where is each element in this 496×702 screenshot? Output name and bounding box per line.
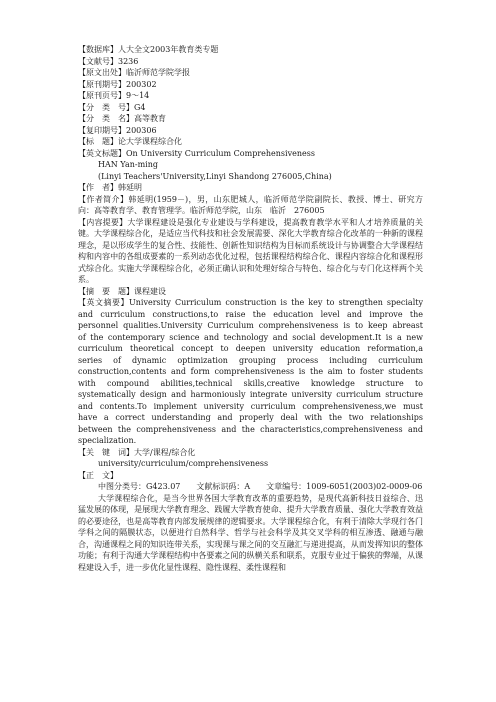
english-affiliation: (Linyi Teachers'University,Linyi Shandong 276005,China)	[98, 171, 332, 181]
english-keywords: university/curriculum/comprehensiveness	[98, 459, 269, 468]
classification-line: 中图分类号：G423.07 文献标识码：A 文章编号：1009-6051(2003)02-0009-06	[98, 482, 423, 491]
body-label: 【正 文】	[78, 470, 118, 480]
metadata-line: 【分 类 号】G4	[78, 102, 146, 112]
metadata-line: 【分 类 名】高等教育	[78, 114, 166, 123]
metadata-line: 【文献号】3236	[78, 56, 139, 66]
metadata-line: 【原刊页号】9～14	[78, 91, 150, 100]
metadata-block	[78, 44, 423, 159]
author-introduction: 【作者简介】韩延明(1959－)，男，山东肥城人，临沂师范学院副院长、教授、博士、研究方向：高等教育学、教育管理学。临沂师范学院，山东 临沂 276005	[78, 194, 423, 215]
author-field: 【作 者】韩延明	[78, 183, 142, 192]
english-author: HAN Yan-ming	[98, 160, 158, 169]
english-abstract: 【英文摘要】University Curriculum construction is the key to strengthen specialty and curriculum constructions,to raise the education level and improve the personnel qualities.University Curriculum comprehensiveness is to keep abreast of the contemporary science and technology and social development.It is a new curriculum theoretical concept to deepen university education reformation,a series of dynamic optimization grouping process including curriculum construction,contents and form comprehensiveness is the aim to foster students with compound abilities,technical skills,creative knowledge structure to systematically design and harmoniously integrate university curriculum structure and contents.To implement university curriculum comprehensiveness,we must have a correct understanding and properly deal with the two relationships between the comprehensiveness and the characteristics,comprehensiveness and specialization.	[78, 298, 423, 445]
chinese-abstract: 【内容提要】大学课程建设是强化专业建设与学科建设，提高教育教学水平和人才培养质量的关键。大学课程综合化，是适应当代科技和社会发展需要、深化大学教育综合化改革的一种新的课程理念，是以形成学生的复合性、技能性、创新性知识结构为目标而系统设计与协调整合大学课程结构和内容中的各组成要素的一系列动态优化过程，包括课程结构综合化、课程内容综合化和课程形式综合化。实施大学课程综合化，必须正确认识和处理好综合与特色、综合化与专门化这样两个关系。	[78, 217, 423, 284]
keywords-field: 【关 键 词】大学/课程/综合化	[78, 447, 196, 457]
metadata-line: 【数据库】人大全文2003年教育类专题	[78, 45, 219, 54]
metadata-line: 【复印期号】200306	[78, 125, 157, 135]
abstract-topic: 【摘 要 题】课程建设	[78, 286, 166, 296]
metadata-line: 【原刊期号】200302	[78, 79, 157, 89]
body-paragraph: 大学课程综合化，是当今世界各国大学教育改革的重要趋势，是现代高新科技日益综合、迅猛发展的体现，是展现大学教育理念、践履大学教育使命、提升大学教育质量、强化大学教育效益的必要途径，也是高等教育内部发展规律的逻辑要求。大学课程综合化，有利于清除大学现行各门学科之间的隔膜状态，以便进行自然科学、哲学与社会科学及其交叉学科的相互渗透、融通与融合，沟通课程之间的知识连带关系，实现课与课之间的交互融汇与递进提高，从而发挥知识的整体功能；有利于沟通大学课程结构中各要素之间的纵横关系和联系，克服专业过于偏狭的弊端，从课程建设入手，进一步优化显性课程、隐性课程、柔性课程和	[78, 493, 423, 572]
metadata-line: 【英文标题】On University Curriculum Comprehensiveness	[78, 148, 315, 158]
metadata-line: 【标 题】论大学课程综合化	[78, 137, 182, 146]
metadata-line: 【原文出处】临沂师范学院学报	[78, 68, 190, 77]
document-page	[78, 44, 423, 573]
